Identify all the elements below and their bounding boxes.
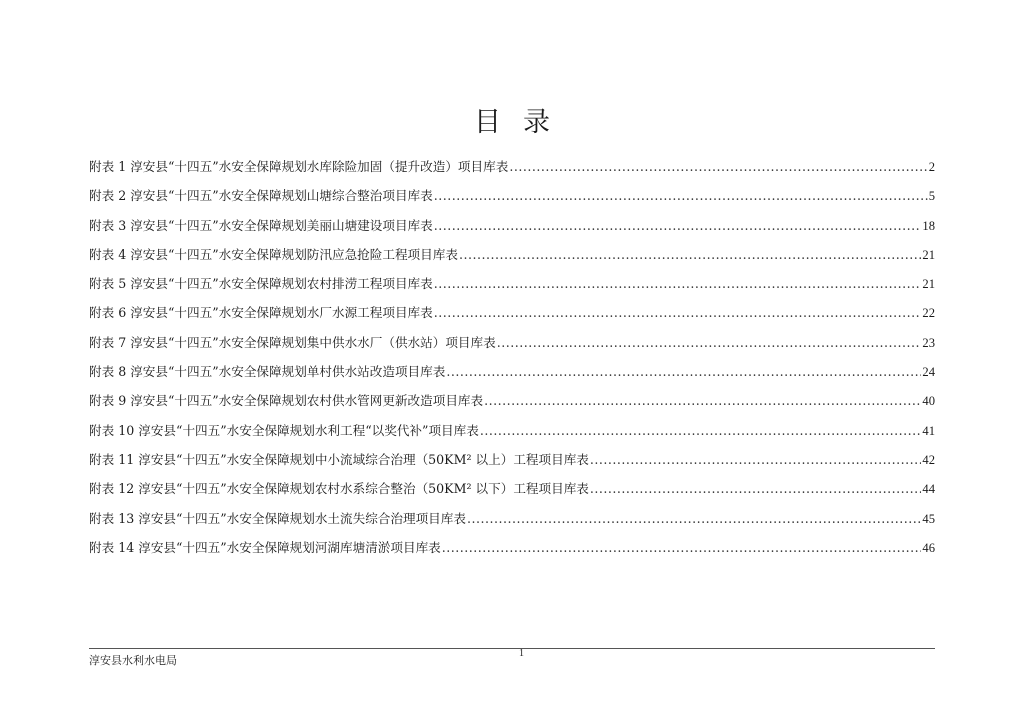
toc-entry-label: 附表 8 淳安县“十四五”水安全保障规划单村供水站改造项目库表 (89, 364, 446, 380)
dot-leader (434, 188, 928, 203)
toc-entry-8[interactable] (89, 361, 935, 390)
dot-leader (442, 540, 922, 555)
toc-entry-14[interactable] (89, 537, 935, 566)
toc-entry-label: 附表 4 淳安县“十四五”水安全保障规划防汛应急抢险工程项目库表 (89, 246, 458, 262)
toc-entry-7[interactable] (89, 332, 935, 361)
toc-entry-label: 附表 9 淳安县“十四五”水安全保障规划农村供水管网更新改造项目库表 (89, 393, 484, 409)
toc-entry-3[interactable] (89, 215, 935, 244)
toc-entry-label: 附表 1 淳安县“十四五”水安全保障规划水库除险加固（提升改造）项目库表 (89, 159, 509, 174)
toc-entry-9[interactable] (89, 390, 935, 419)
footer-page-number: 1 (519, 648, 524, 659)
dot-leader (497, 335, 922, 350)
toc-entry-1[interactable] (89, 156, 935, 185)
toc-entry-4[interactable] (89, 244, 935, 273)
toc-entry-label: 附表 3 淳安县“十四五”水安全保障规划美丽山塘建设项目库表 (89, 217, 433, 233)
toc-entry-11[interactable] (89, 449, 935, 478)
page-title: 目录 (474, 107, 572, 138)
toc-entry-page: 18 (922, 218, 935, 233)
dot-leader (590, 452, 922, 467)
toc-entry-label: 附表 7 淳安县“十四五”水安全保障规划集中供水水厂（供水站）项目库表 (89, 334, 496, 350)
toc-entry-page: 23 (922, 335, 935, 350)
dot-leader (484, 393, 921, 408)
toc-entry-page: 2 (928, 160, 935, 174)
toc-entry-page: 40 (922, 394, 935, 409)
toc-entry-label: 附表 13 淳安县“十四五”水安全保障规划水土流失综合治理项目库表 (89, 510, 466, 526)
toc-entry-label: 附表 10 淳安县“十四五”水安全保障规划水利工程“以奖代补”项目库表 (89, 422, 479, 438)
footer-divider (89, 648, 935, 649)
toc-entry-10[interactable] (89, 420, 935, 449)
dot-leader (467, 511, 921, 526)
toc-entry-page: 44 (922, 482, 935, 497)
toc-entry-2[interactable] (89, 185, 935, 214)
dot-leader (434, 276, 922, 291)
dot-leader (434, 305, 922, 320)
dot-leader (590, 481, 922, 496)
toc-entry-page: 41 (922, 423, 935, 438)
toc-entry-label: 附表 11 淳安县“十四五”水安全保障规划中小流域综合治理（50KM² 以上）工程项目库表 (89, 451, 589, 467)
toc-entry-page: 21 (922, 247, 935, 262)
toc-entry-page: 45 (922, 511, 935, 526)
dot-leader (480, 423, 922, 438)
toc-entry-label: 附表 14 淳安县“十四五”水安全保障规划河湖库塘清淤项目库表 (89, 539, 441, 555)
toc-entry-label: 附表 12 淳安县“十四五”水安全保障规划农村水系综合整治（50KM² 以下）工程项目库表 (89, 481, 589, 497)
toc-entry-label: 附表 5 淳安县“十四五”水安全保障规划农村排涝工程项目库表 (89, 276, 433, 292)
toc-entry-page: 21 (922, 277, 935, 292)
table-of-contents (89, 156, 935, 566)
toc-entry-label: 附表 6 淳安县“十四五”水安全保障规划水厂水源工程项目库表 (89, 305, 433, 321)
toc-entry-13[interactable] (89, 508, 935, 537)
toc-entry-page: 42 (922, 452, 935, 467)
dot-leader (446, 364, 921, 379)
toc-entry-page: 24 (922, 365, 935, 380)
toc-entry-6[interactable] (89, 302, 935, 331)
dot-leader (459, 247, 921, 262)
toc-entry-5[interactable] (89, 273, 935, 302)
toc-entry-label: 附表 2 淳安县“十四五”水安全保障规划山塘综合整治项目库表 (89, 188, 433, 204)
toc-entry-page: 22 (922, 306, 935, 321)
toc-entry-page: 5 (928, 189, 935, 204)
footer-organization: 淳安县水利水电局 (89, 654, 177, 667)
toc-entry-page: 46 (922, 540, 935, 555)
toc-entry-12[interactable] (89, 478, 935, 507)
dot-leader (434, 218, 922, 233)
dot-leader (509, 159, 927, 174)
